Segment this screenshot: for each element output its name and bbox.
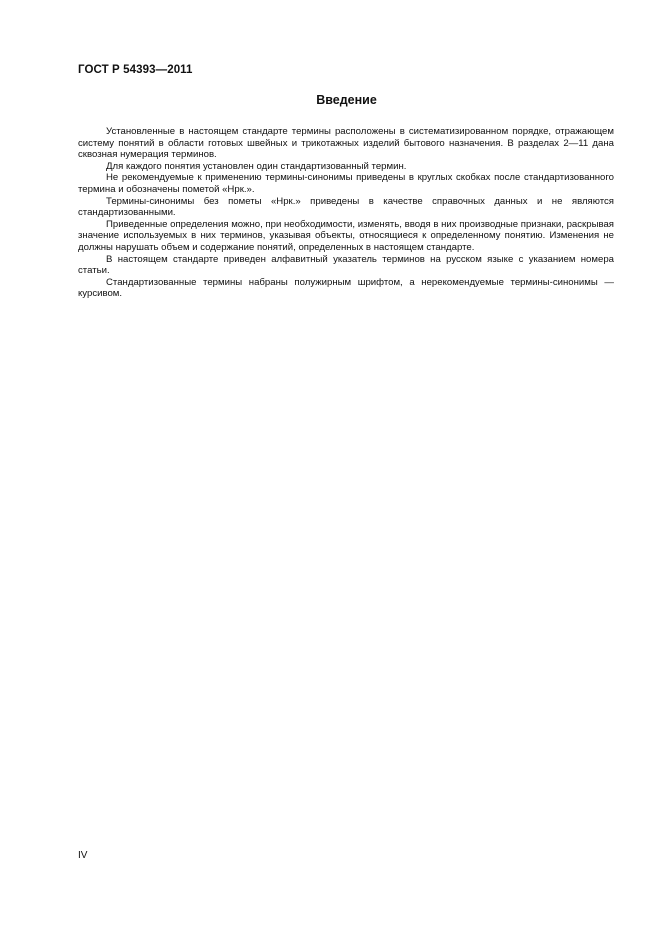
paragraph-alphabetical-index: В настоящем стандарте приведен алфавитный указатель терминов на русском языке с указанием номера статьи.: [78, 253, 614, 277]
page-number: IV: [78, 850, 88, 861]
paragraph-not-recommended-synonyms: Не рекомендуемые к применению термины-синонимы приведены в круглых скобках после стандартизованного термина и обозначены пометой «Нрк.».: [78, 172, 614, 195]
paragraph-typography: Стандартизованные термины набраны полужирным шрифтом, а нерекомендуемые термины-синонимы — курсивом.: [78, 276, 614, 300]
introduction-heading: Введение: [316, 93, 377, 107]
paragraph-reference-synonyms: Термины-синонимы без пометы «Нрк.» приведены в качестве справочных данных и не являются стандартизованными.: [78, 195, 614, 219]
introduction-body: [78, 126, 614, 300]
paragraph-single-term: Для каждого понятия установлен один стандартизованный термин.: [106, 160, 407, 172]
standard-code-header: ГОСТ Р 54393—2011: [78, 64, 193, 76]
paragraph-terms-order: Установленные в настоящем стандарте термины расположены в систематизированном порядке, отражающем систему понятий в области готовых швейных и трикотажных изделий бытового назначения. В разделах 2—11 дана сквозная нумерация терминов.: [78, 126, 614, 161]
paragraph-definitions: Приведенные определения можно, при необходимости, изменять, вводя в них производные признаки, раскрывая значение используемых в них терминов, указывая объекты, относящиеся к определенному понятию. Изменения не должны нарушать объем и содержание понятий, определенных в настоящем стандарте.: [78, 218, 614, 253]
